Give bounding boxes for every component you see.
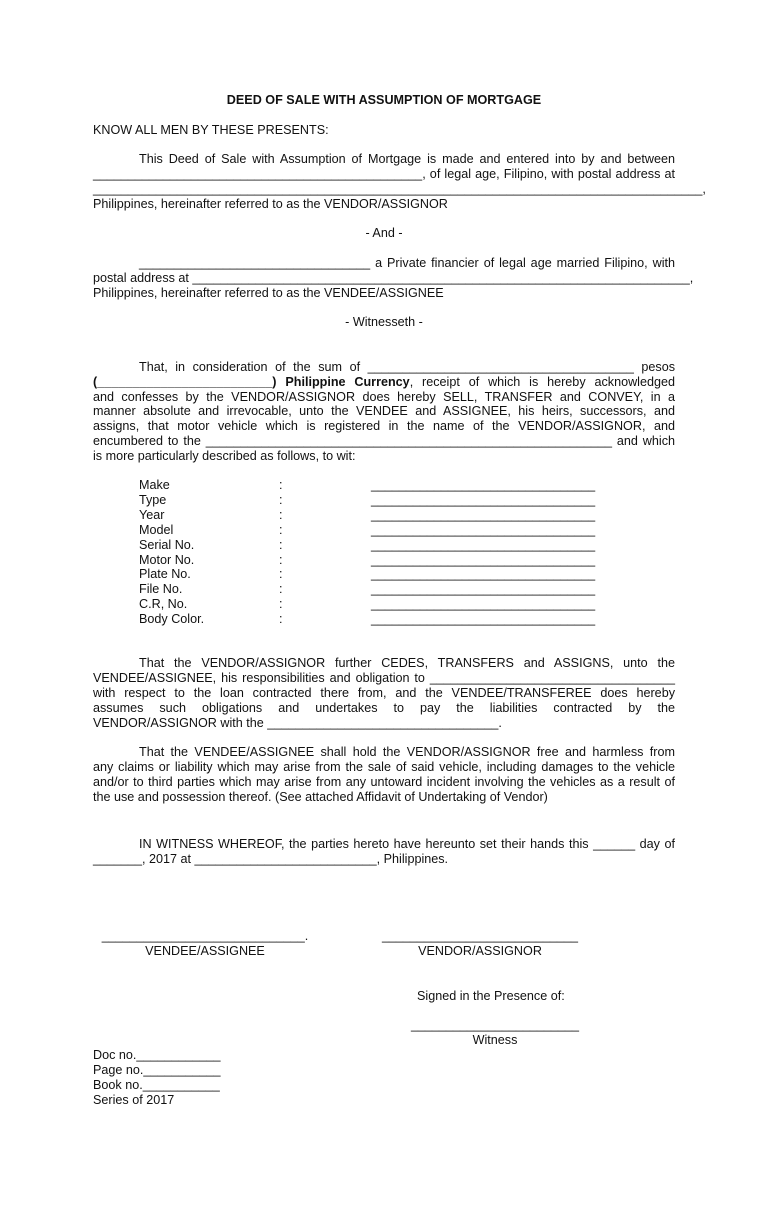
vendor-label: VENDOR/ASSIGNOR — [418, 944, 542, 958]
field-label: Make — [139, 478, 170, 492]
field-blank: ________________________________ — [371, 523, 596, 537]
field-label: C.R, No. — [139, 597, 188, 611]
p4-line-4: assumes such obligations and undertakes to pay the liabilities contracted by the — [93, 701, 675, 715]
field-colon: : — [279, 493, 283, 507]
vendee-label: VENDEE/ASSIGNEE — [145, 944, 265, 958]
page-no: Page no.___________ — [93, 1063, 221, 1077]
p4-line-1: That the VENDOR/ASSIGNOR further CEDES, TRANSFERS and ASSIGNS, unto the — [139, 656, 675, 670]
field-blank: ________________________________ — [371, 508, 596, 522]
witness-label: Witness — [472, 1033, 518, 1047]
field-blank: ________________________________ — [371, 597, 596, 611]
field-blank: ________________________________ — [371, 582, 596, 596]
field-blank: ________________________________ — [371, 538, 596, 552]
p1-line-2: _______________________________________________, of legal age, Filipino, with postal address at — [93, 167, 675, 181]
field-label: Serial No. — [139, 538, 195, 552]
field-colon: : — [279, 538, 283, 552]
p4-line-3: with respect to the loan contracted there from, and the VENDEE/TRANSFEREE does hereby — [93, 686, 675, 700]
p1-line-1: This Deed of Sale with Assumption of Mortgage is made and entered into by and between — [139, 152, 675, 166]
field-label: Type — [139, 493, 167, 507]
p5-line-2: any claims or liability which may arise from the sale of said vehicle, including damages to the vehicle — [93, 760, 675, 774]
p6-line-2: _______, 2017 at __________________________, Philippines. — [93, 852, 449, 866]
field-colon: : — [279, 582, 283, 596]
p2-line-2: postal address at _______________________________________________________________________, — [93, 271, 694, 285]
p3-line-4: manner absolute and irrevocable, unto the VENDEE and ASSIGNEE, his heirs, successors, and — [93, 404, 675, 418]
and-separator: - And - — [365, 226, 403, 240]
vendor-signature-line: ____________________________ — [381, 929, 579, 943]
field-colon: : — [279, 567, 283, 581]
p3-line-2 — [93, 375, 675, 390]
p5-line-3: and/or to third parties which may arise from any untoward incident involving the vehicles as a result of — [93, 775, 675, 789]
field-colon: : — [279, 553, 283, 567]
presence-text: Signed in the Presence of: — [417, 989, 565, 1003]
field-label: Year — [139, 508, 165, 522]
p3-line-1: That, in consideration of the sum of ______________________________________ pesos — [139, 360, 675, 374]
page-title: DEED OF SALE WITH ASSUMPTION OF MORTGAGE — [226, 93, 542, 107]
p6-line-1: IN WITNESS WHEREOF, the parties hereto have hereunto set their hands this ______ day of — [139, 837, 675, 851]
field-label: Model — [139, 523, 174, 537]
field-colon: : — [279, 597, 283, 611]
p3-line-7: is more particularly described as follows, to wit: — [93, 449, 356, 463]
field-blank: ________________________________ — [371, 612, 596, 626]
vendee-signature-line: _____________________________. — [101, 929, 309, 943]
p2-line-3: Philippines, hereinafter referred to as the VENDEE/ASSIGNEE — [93, 286, 444, 300]
p3-line-5: assigns, that motor vehicle which is registered in the name of the VENDOR/ASSIGNOR, and — [93, 419, 675, 433]
p3-line-3: and confesses by the VENDOR/ASSIGNOR does hereby SELL, TRANSFER and CONVEY, in a — [93, 390, 675, 404]
p1-line-3: _______________________________________________________________________________________, — [93, 182, 706, 196]
field-blank: ________________________________ — [371, 553, 596, 567]
field-label: Body Color. — [139, 612, 205, 626]
field-label: Motor No. — [139, 553, 195, 567]
p5-line-1: That the VENDEE/ASSIGNEE shall hold the VENDOR/ASSIGNOR free and harmless from — [139, 745, 675, 759]
book-no: Book no.___________ — [93, 1078, 220, 1092]
field-colon: : — [279, 523, 283, 537]
field-colon: : — [279, 478, 283, 492]
p2-line-1: _________________________________ a Private financier of legal age married Filipino, with — [139, 256, 675, 270]
field-blank: ________________________________ — [371, 567, 596, 581]
field-label: File No. — [139, 582, 183, 596]
witness-signature-line: ________________________ — [410, 1018, 580, 1032]
p4-line-5: VENDOR/ASSIGNOR with the _________________________________. — [93, 716, 502, 730]
field-blank: ________________________________ — [371, 478, 596, 492]
witnesseth-separator: - Witnesseth - — [345, 315, 423, 329]
p3-line-6: encumbered to the __________________________________________________________ and which — [93, 434, 675, 448]
doc-no: Doc no.____________ — [93, 1048, 221, 1062]
field-blank: ________________________________ — [371, 493, 596, 507]
p4-line-2: VENDEE/ASSIGNEE, his responsibilities and obligation to ___________________________________ — [93, 671, 675, 685]
intro-heading: KNOW ALL MEN BY THESE PRESENTS: — [93, 123, 329, 137]
series: Series of 2017 — [93, 1093, 175, 1107]
p5-line-4: the use and possession thereof. (See attached Affidavit of Undertaking of Vendor) — [93, 790, 548, 804]
p1-line-4: Philippines, hereinafter referred to as the VENDOR/ASSIGNOR — [93, 197, 448, 211]
field-colon: : — [279, 612, 283, 626]
p3-currency-bold: (_________________________) Philippine Currency — [93, 375, 410, 389]
field-colon: : — [279, 508, 283, 522]
p3-line-2-rest: , receipt of which is hereby acknowledged — [409, 375, 675, 389]
field-label: Plate No. — [139, 567, 191, 581]
